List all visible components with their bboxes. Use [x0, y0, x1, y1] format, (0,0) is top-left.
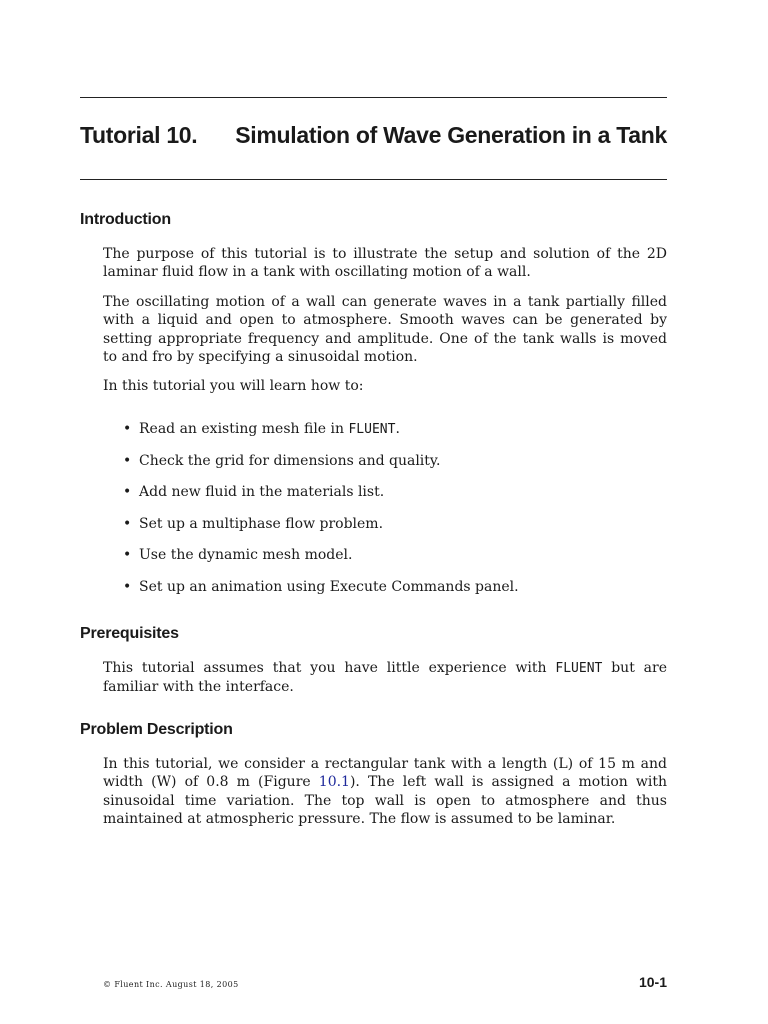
chapter-number: Tutorial 10. [80, 122, 198, 148]
footer-page-number: 10-1 [638, 974, 667, 990]
list-item-text-post: . [395, 421, 400, 437]
section-heading-introduction: Introduction [80, 211, 171, 228]
intro-paragraph-3: In this tutorial you will learn how to: [103, 378, 364, 394]
figure-reference-link[interactable]: 10.1 [318, 774, 350, 791]
intro-paragraph-2: The oscillating motion of a wall can generate waves in a tank partially filled with a liquid and open to atmosphere. Smooth waves can be generated by setting appropriate frequency and amplitude. One of the tank walls is moved to and fro by specifying a sinusoidal motion. [103, 294, 667, 365]
bullet-glyph: • [123, 515, 132, 532]
list-item [123, 452, 519, 484]
fluent-code-text: FLUENT [348, 422, 396, 437]
prerequisites-paragraph [103, 659, 667, 697]
list-item [123, 483, 519, 515]
fluent-code-text: FLUENT [555, 661, 603, 676]
bullet-glyph: • [123, 452, 132, 469]
list-item [123, 515, 519, 547]
problem-text-post: ). The left wall is assigned a motion with sinusoidal time variation. The top wall is open to atmosphere and thus maintained at atmospheric pressure. The flow is assumed to be laminar. [103, 774, 667, 827]
intro-paragraph-1: The purpose of this tutorial is to illustrate the setup and solution of the 2D laminar fluid flow in a tank with oscillating motion of a wall. [103, 246, 667, 281]
footer-copyright: © Fluent Inc. August 18, 2005 [103, 980, 239, 989]
list-item-text: Check the grid for dimensions and quality. [139, 452, 441, 469]
list-item-text: Set up an animation using Execute Commands panel. [139, 578, 519, 595]
list-item-text: Add new fluid in the materials list. [139, 484, 385, 501]
bullet-glyph: • [123, 578, 132, 595]
bullet-glyph: • [123, 484, 132, 501]
prerequisites-text-pre: This tutorial assumes that you have little experience with [103, 660, 556, 676]
prerequisites-text-post: but are familiar with the interface. [103, 660, 667, 696]
section-heading-problem-description: Problem Description [80, 721, 233, 738]
header-rule-bottom [80, 179, 667, 180]
bullet-glyph: • [123, 421, 132, 437]
list-item-text: Use the dynamic mesh model. [139, 547, 353, 564]
chapter-title: Simulation of Wave Generation in a Tank [235, 122, 667, 148]
list-item [123, 578, 519, 610]
section-heading-prerequisites: Prerequisites [80, 625, 179, 642]
bullet-glyph: • [123, 547, 132, 564]
problem-text-pre: In this tutorial, we consider a rectangular tank with a length (L) of 15 m and width (W) of 0.8 m (Figure [103, 756, 667, 791]
list-item-text-pre: Read an existing mesh file in [139, 421, 349, 437]
learning-objectives-list [123, 420, 519, 610]
list-item-text: Set up a multiphase flow problem. [139, 515, 384, 532]
list-item [123, 546, 519, 578]
header-rule-top [80, 97, 667, 98]
problem-paragraph [103, 755, 667, 828]
list-item [123, 420, 519, 452]
